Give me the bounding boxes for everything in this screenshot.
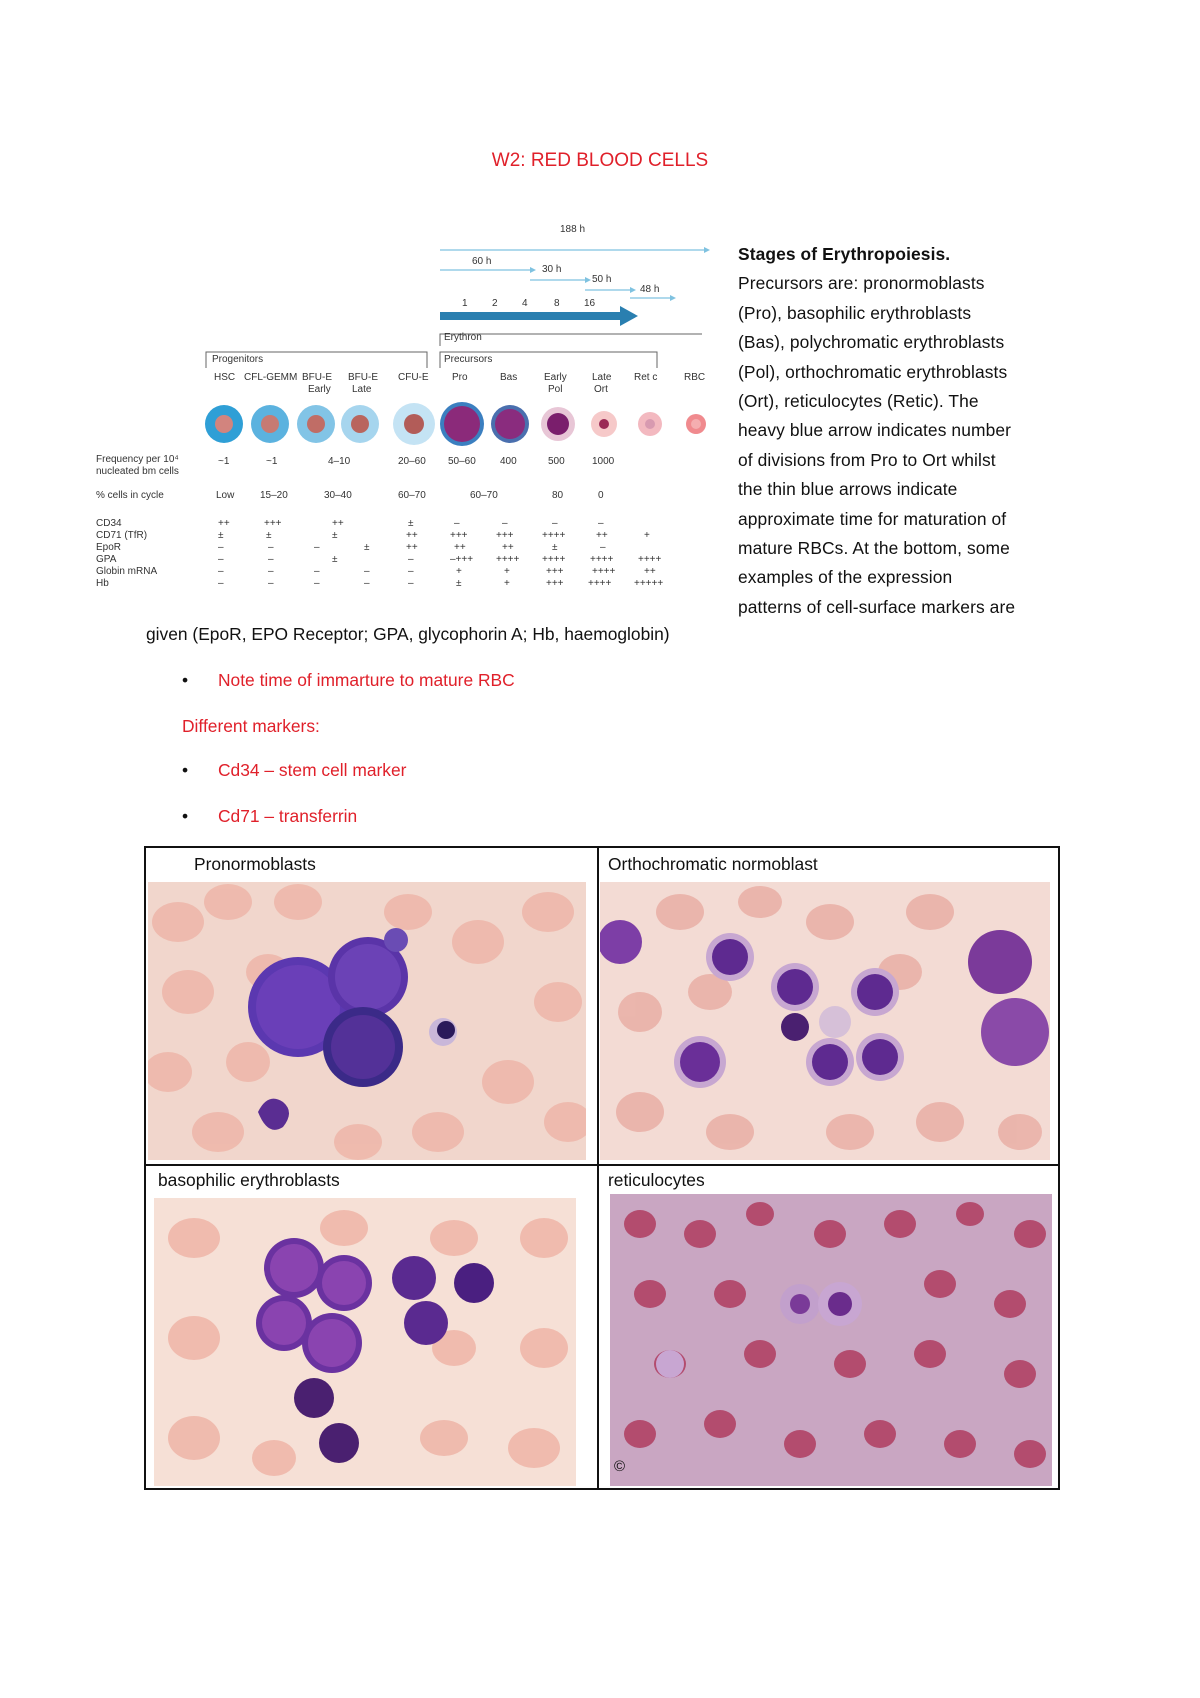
description-line: heavy blue arrow indicates number	[738, 420, 1011, 441]
marker-value: ++	[454, 542, 466, 553]
freq-v2: 4–10	[328, 456, 351, 467]
note-text: Cd71 – transferrin	[218, 806, 358, 826]
description-line: (Pol), orthochromatic erythroblasts	[738, 361, 1008, 382]
erythron-label: Erythron	[444, 332, 482, 343]
cycle-v5: 80	[552, 490, 564, 501]
erythropoiesis-figure	[92, 224, 722, 618]
marker-value: ++++	[542, 554, 566, 565]
copyright-mark: ©	[614, 1458, 626, 1475]
marker-value: –+++	[450, 554, 474, 565]
progenitors-label: Progenitors	[212, 354, 264, 365]
description-line: examples of the expression	[738, 567, 953, 588]
marker-value: –	[218, 542, 224, 553]
marker-value: ++	[332, 518, 344, 529]
timeline-total: 188 h	[560, 224, 586, 235]
row-frequency-label2: nucleated bm cells	[96, 466, 179, 477]
marker-value: +++	[546, 578, 564, 589]
description-line: of divisions from Pro to Ort whilst	[738, 449, 996, 470]
description-line: patterns of cell-surface markers are	[738, 596, 1016, 617]
cycle-v3: 60–70	[398, 490, 426, 501]
marker-hb: Hb	[96, 578, 109, 589]
marker-value: ±	[332, 530, 338, 541]
description-line: mature RBCs. At the bottom, some	[738, 538, 1010, 559]
marker-value: ++	[406, 530, 418, 541]
marker-value: ±	[364, 542, 370, 553]
marker-value: +++++	[634, 578, 664, 589]
marker-value: ±	[266, 530, 272, 541]
page-title: W2: RED BLOOD CELLS	[491, 150, 709, 171]
bullet-glyph: •	[182, 760, 189, 780]
division-16: 16	[584, 298, 596, 309]
stage-late-sub: Ort	[594, 384, 608, 395]
timeline-60h: 60 h	[472, 256, 492, 267]
basophilic-image	[154, 1198, 576, 1486]
figure-description	[738, 240, 1068, 622]
description-line: (Bas), polychromatic erythroblasts	[738, 332, 1005, 353]
caption-reticulocytes: reticulocytes	[608, 1170, 705, 1190]
description-line: Precursors are: pronormoblasts	[738, 273, 985, 294]
timeline-30h: 30 h	[542, 264, 562, 275]
reticulocytes-image	[610, 1194, 1052, 1486]
stage-pro: Pro	[452, 372, 468, 383]
marker-value: –	[268, 554, 274, 565]
cell-image-table	[144, 846, 1060, 1490]
description-line: the thin blue arrows indicate	[738, 479, 958, 500]
stage-cfu-e: CFU-E	[398, 372, 429, 383]
description-heading: Stages of Erythropoiesis.	[738, 244, 951, 264]
marker-value: +++	[264, 518, 282, 529]
marker-value: ++	[596, 530, 608, 541]
stage-hsc: HSC	[214, 372, 236, 383]
division-2: 2	[492, 298, 498, 309]
marker-value: ++++	[588, 578, 612, 589]
caption-orthochromatic: Orthochromatic normoblast	[608, 854, 818, 874]
marker-value: –	[454, 518, 460, 529]
marker-value: –	[408, 554, 414, 565]
freq-v7: 1000	[592, 456, 615, 467]
cell-row	[205, 402, 706, 446]
note-text: Note time of immarture to mature RBC	[218, 670, 515, 690]
table-divider-vertical	[597, 848, 599, 1488]
caption-pronormoblasts: Pronormoblasts	[194, 854, 316, 874]
marker-value: ++++	[496, 554, 520, 565]
cycle-v6: 0	[598, 490, 604, 501]
arrow-50h-head	[630, 287, 636, 293]
freq-v0: ~1	[218, 456, 230, 467]
marker-value: +	[504, 566, 510, 577]
marker-value: ±	[408, 518, 414, 529]
marker-value: –	[314, 542, 320, 553]
description-line: (Pro), basophilic erythroblasts	[738, 302, 972, 323]
marker-value: –	[218, 566, 224, 577]
heavy-arrow-head	[620, 306, 638, 326]
marker-value: +	[456, 566, 462, 577]
marker-gpa: GPA	[96, 554, 117, 565]
marker-value: ++++	[638, 554, 662, 565]
freq-v1: ~1	[266, 456, 278, 467]
marker-value: –	[364, 566, 370, 577]
marker-value: ±	[456, 578, 462, 589]
division-4: 4	[522, 298, 528, 309]
marker-value: ±	[332, 554, 338, 565]
marker-table	[92, 518, 722, 618]
cycle-v1: 15–20	[260, 490, 288, 501]
arrow-48h-head	[670, 295, 676, 301]
marker-value: +++	[450, 530, 468, 541]
stage-cfl-gemm: CFL-GEMM	[244, 372, 298, 383]
cycle-v0: Low	[216, 490, 235, 501]
division-8: 8	[554, 298, 560, 309]
note-bullet-2	[182, 760, 407, 781]
marker-value: –	[408, 578, 414, 589]
timeline-48h: 48 h	[640, 284, 660, 295]
arrow-60h-head	[530, 267, 536, 273]
marker-value: –	[218, 578, 224, 589]
freq-v5: 400	[500, 456, 517, 467]
stage-rbc: RBC	[684, 372, 706, 383]
marker-value: +	[504, 578, 510, 589]
markers-heading: Different markers:	[182, 716, 320, 736]
division-1: 1	[462, 298, 468, 309]
heavy-arrow	[440, 312, 620, 320]
marker-value: –	[268, 566, 274, 577]
marker-globin: Globin mRNA	[96, 566, 158, 577]
description-line: approximate time for maturation of	[738, 508, 1007, 529]
bullet-glyph: •	[182, 806, 189, 826]
stage-late: Late	[592, 372, 612, 383]
marker-value: +++	[546, 566, 564, 577]
marker-value: ++	[502, 542, 514, 553]
marker-value: ++++	[590, 554, 614, 565]
freq-v6: 500	[548, 456, 565, 467]
precursors-label: Precursors	[444, 354, 493, 365]
marker-value: –	[408, 566, 414, 577]
orthochromatic-image	[600, 882, 1050, 1160]
marker-value: –	[552, 518, 558, 529]
marker-value: –	[600, 542, 606, 553]
cycle-v4: 60–70	[470, 490, 498, 501]
marker-value: ++++	[542, 530, 566, 541]
marker-cd34: CD34	[96, 518, 122, 529]
marker-value: ±	[218, 530, 224, 541]
stage-bfu-early-sub: Early	[308, 384, 331, 395]
row-cycle-label: % cells in cycle	[96, 490, 164, 501]
marker-value: ++	[644, 566, 656, 577]
marker-value: ++++	[592, 566, 616, 577]
stage-bfu-late-sub: Late	[352, 384, 372, 395]
stage-bfu-early: BFU-E	[302, 372, 332, 383]
bullet-glyph: •	[182, 670, 189, 690]
table-divider-horizontal	[146, 1164, 1058, 1166]
marker-value: –	[268, 542, 274, 553]
marker-value: ±	[552, 542, 558, 553]
arrow-30h-head	[585, 277, 591, 283]
freq-v3: 20–60	[398, 456, 426, 467]
marker-value: –	[502, 518, 508, 529]
stage-early: Early	[544, 372, 567, 383]
note-bullet-1	[182, 670, 515, 691]
caption-basophilic: basophilic erythroblasts	[158, 1170, 340, 1190]
timeline-50h: 50 h	[592, 274, 612, 285]
note-bullet-3	[182, 806, 358, 827]
marker-value: –	[268, 578, 274, 589]
stage-bfu-late: BFU-E	[348, 372, 378, 383]
stage-early-sub: Pol	[548, 384, 563, 395]
row-frequency-label: Frequency per 10⁴	[96, 454, 179, 465]
description-line: (Ort), reticulocytes (Retic). The	[738, 391, 979, 412]
marker-value: –	[364, 578, 370, 589]
stage-bas: Bas	[500, 372, 518, 383]
marker-value: ++	[406, 542, 418, 553]
marker-value: –	[598, 518, 604, 529]
marker-value: –	[218, 554, 224, 565]
cycle-v2: 30–40	[324, 490, 352, 501]
marker-value: +	[644, 530, 650, 541]
stage-retic: Ret c	[634, 372, 658, 383]
note-text: Cd34 – stem cell marker	[218, 760, 407, 780]
marker-value: +++	[496, 530, 514, 541]
marker-epor: EpoR	[96, 542, 122, 553]
arrow-188h-head	[704, 247, 710, 253]
marker-value: ++	[218, 518, 230, 529]
marker-value: –	[314, 578, 320, 589]
pronormoblasts-image	[148, 882, 586, 1160]
freq-v4: 50–60	[448, 456, 476, 467]
description-continuation: given (EpoR, EPO Receptor; GPA, glycophorin A; Hb, haemoglobin)	[146, 624, 670, 644]
marker-value: –	[314, 566, 320, 577]
marker-cd71: CD71 (TfR)	[96, 530, 148, 541]
